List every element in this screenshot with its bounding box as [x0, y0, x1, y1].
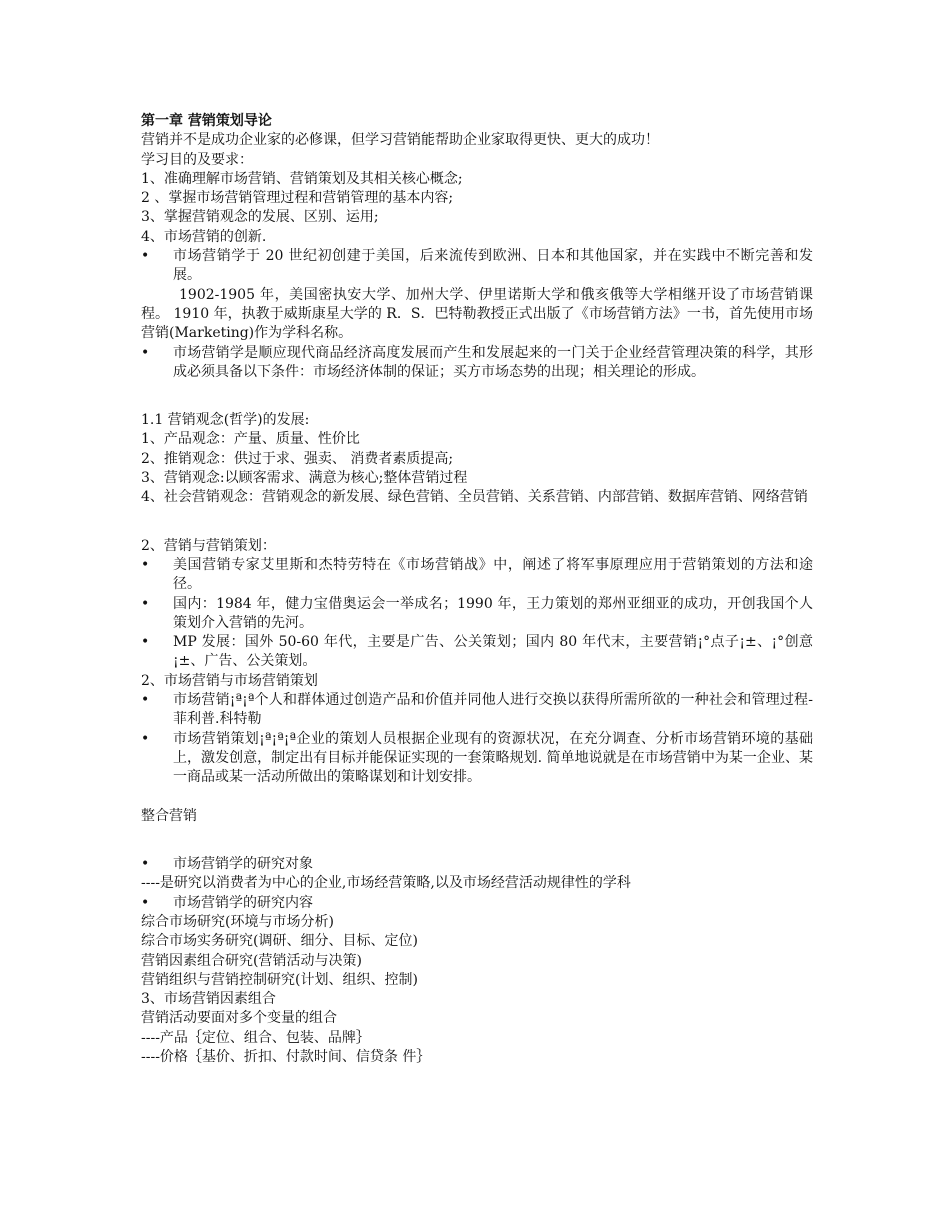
research-object-text: ----是研究以消费者为中心的企业,市场经营策略,以及市场经营活动规律性的学科 [141, 875, 631, 892]
planning-heading: 2、营销与营销策划： [141, 537, 276, 554]
bullet-item [141, 730, 813, 788]
history-bullet: 市场营销学是顺应现代商品经济高度发展而产生和发展起来的一门关于企业经营管理决策的科学，其形成必须具备以下条件：市场经济体制的保证；买方市场态势的出现；相关理论的形成。 [173, 344, 813, 380]
bullet-dot: • [141, 894, 150, 911]
marketing-def-bullet: 市场营销策划¡ª¡ª¡ª企业的策划人员根据企业现有的资源状况，在充分调查、分析市场营销环境的基础上，激发创意，制定出有目标并能保证实现的一套策略规划. 简单地说就是在市场营销中为某一企业、某一商品或某一活动所做出的策略谋划和计划安排。 [173, 730, 813, 786]
research-content-bullet: 市场营销学的研究内容 [173, 894, 313, 911]
document-page [141, 112, 813, 1067]
mix-intro: 营销活动要面对多个变量的组合 [141, 1010, 337, 1027]
mix-item: ----价格｛基价、折扣、付款时间、信贷条 件｝ [141, 1049, 431, 1066]
objective-item: 1、准确理解市场营销、营销策划及其相关核心概念; [141, 170, 463, 187]
objective-item: 3、掌握营销观念的发展、区别、运用; [141, 209, 379, 226]
marketing-def-bullet: 市场营销¡ª¡ª个人和群体通过创造产品和价值并同他人进行交换以获得所需所欲的一种社会和管理过程-菲利普.科特勒 [173, 692, 813, 728]
research-content-item: 营销因素组合研究(营销活动与决策) [141, 952, 362, 969]
bullet-dot: • [141, 856, 150, 873]
objective-item: 4、市场营销的创新. [141, 228, 267, 245]
history-bullet: 市场营销学于 20 世纪初创建于美国，后来流传到欧洲、日本和其他国家，并在实践中不断完善和发展。 [173, 248, 813, 284]
research-content-item: 营销组织与营销控制研究(计划、组织、控制) [141, 971, 418, 988]
bullet-dot: • [141, 595, 150, 612]
concept-item: 3、营销观念:以顾客需求、满意为核心;整体营销过程 [141, 470, 468, 487]
concept-item [141, 488, 813, 507]
concept-item-text: 营销观念的新发展、绿色营销、全员营销、关系营销、内部营销、数据库营销、网络营销 [261, 489, 808, 506]
bullet-dot: • [141, 692, 150, 709]
concepts-heading: 1.1 营销观念(哲学)的发展: [141, 412, 310, 429]
concept-item-label: 4、社会营销观念： [141, 489, 262, 506]
bullet-item [141, 633, 813, 672]
objective-item: 2 、掌握市场营销管理过程和营销管理的基本内容; [141, 190, 454, 207]
mix-heading: 3、市场营销因素组合 [141, 991, 276, 1008]
bullet-dot: • [141, 634, 150, 651]
bullet-dot: • [141, 344, 150, 361]
objectives-heading: 学习目的及要求： [141, 151, 253, 168]
research-content-item: 综合市场研究(环境与市场分析) [141, 913, 334, 930]
bullet-item [141, 344, 813, 383]
planning-bullet: 国内：1984 年，健力宝借奥运会一举成名；1990 年，王力策划的郑州亚细亚的成功，开创我国个人策划介入营销的先河。 [173, 595, 813, 631]
bullet-item [141, 247, 813, 286]
concept-item: 2、推销观念：供过于求、强卖、 消费者素质提高; [141, 450, 454, 467]
mix-item: ----产品｛定位、组合、包装、品牌｝ [141, 1029, 370, 1046]
bullet-item [141, 855, 813, 874]
bullet-dot: • [141, 730, 150, 747]
bullet-item [141, 894, 813, 913]
integrated-heading: 整合营销 [141, 807, 197, 824]
history-paragraph: 1902-1905 年，美国密执安大学、加州大学、伊里诺斯大学和俄亥俄等大学相继开设了市场营销课程。 1910 年，执教于威斯康星大学的 R．S．巴特勒教授正式出版了《市场营销方法》一书，首先使用市场营销(Marketing)作为学科名称。 [141, 286, 813, 342]
research-content-item: 综合市场实务研究(调研、细分、目标、定位) [141, 933, 418, 950]
chapter-title: 第一章 营销策划导论 [141, 113, 272, 129]
bullet-item [141, 595, 813, 634]
bullet-item [141, 556, 813, 595]
concept-item: 1、产品观念：产量、质量、性价比 [141, 431, 360, 448]
research-object-bullet: 市场营销学的研究对象 [173, 856, 313, 873]
marketing-def-heading: 2、市场营销与市场营销策划 [141, 672, 318, 689]
bullet-dot: • [141, 556, 150, 573]
planning-bullet: 美国营销专家艾里斯和杰特劳特在《市场营销战》中，阐述了将军事原理应用于营销策划的方法和途径。 [173, 556, 813, 593]
planning-bullet: MP 发展：国外 50-60 年代，主要是广告、公关策划；国内 80 年代末，主要营销¡°点子¡±、¡°创意¡±、广告、公关策划。 [173, 634, 813, 670]
intro-line: 营销并不是成功企业家的必修课，但学习营销能帮助企业家取得更快、更大的成功！ [141, 132, 659, 149]
bullet-item [141, 691, 813, 730]
bullet-dot: • [141, 248, 150, 265]
